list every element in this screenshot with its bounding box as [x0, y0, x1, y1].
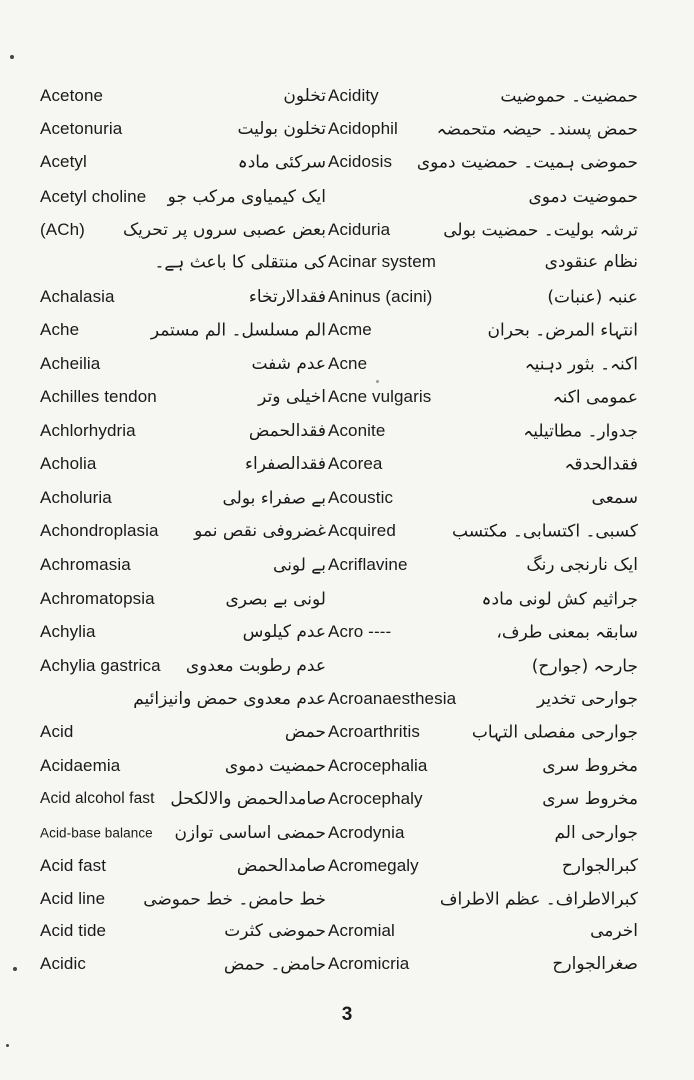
term-urdu: جارحہ (جوارح) — [531, 656, 638, 677]
term-english: Achylia gastrica — [40, 656, 161, 675]
term-urdu: ایک کیمیاوی مرکب جو — [167, 187, 326, 207]
term-english: Acroanaesthesia — [328, 689, 457, 708]
term-english: Acrocephaly — [328, 789, 423, 808]
term-urdu: صغرالجوارح — [552, 954, 638, 974]
term-english: Achylia — [40, 622, 96, 641]
term-english: Acid fast — [40, 856, 107, 875]
term-urdu: بے صفراء بولی — [222, 488, 326, 509]
dictionary-row — [0, 947, 694, 981]
page-number: 3 — [341, 1004, 353, 1025]
term-urdu: جراثیم کش لونی مادہ — [481, 589, 638, 610]
paper-speck — [10, 55, 14, 59]
dictionary-row — [0, 749, 694, 783]
term-english: Acholuria — [40, 488, 112, 507]
term-urdu: حموضی ہمیت۔ حمضیت دموی — [416, 152, 638, 173]
term-english: Aconite — [328, 421, 386, 440]
term-english: Acetyl — [40, 152, 87, 171]
dictionary-row — [0, 582, 694, 616]
term-urdu: بعض عصبی سروں پر تحریک — [122, 220, 326, 240]
paper-speck — [376, 380, 379, 383]
term-english: Acetone — [40, 86, 104, 105]
term-english: Achromasia — [40, 555, 131, 574]
term-english: Acro ---- — [328, 622, 392, 641]
dictionary-row — [0, 782, 694, 816]
term-english: Acrocephalia — [328, 756, 428, 775]
term-english: Aciduria — [328, 220, 391, 239]
dictionary-row — [0, 280, 694, 314]
paper-speck — [6, 1044, 9, 1047]
paper-speck — [13, 967, 17, 971]
term-urdu: مخروط سری — [542, 756, 638, 776]
term-english: Acquired — [328, 521, 396, 540]
term-urdu: حمض — [284, 722, 326, 742]
term-urdu: عدم شفت — [251, 354, 326, 374]
dictionary-row — [0, 849, 694, 883]
term-urdu: جدوار۔ مطاتیلیہ — [523, 421, 638, 442]
dictionary-row — [0, 914, 694, 948]
term-urdu: کبرالاطراف۔ عظم الاطراف — [439, 889, 638, 910]
term-urdu: کبرالجوارح — [561, 856, 638, 876]
term-urdu: عنبہ (عنبات) — [547, 287, 638, 308]
term-urdu: صامدالحمض — [236, 856, 326, 876]
dictionary-row — [0, 414, 694, 448]
dictionary-row — [0, 145, 694, 179]
term-english: Acheilia — [40, 354, 101, 373]
dictionary-row — [0, 481, 694, 515]
term-english: Ache — [40, 320, 80, 339]
term-english: Acroarthritis — [328, 722, 420, 741]
term-urdu: عدم معدوی حمض وانیزائیم — [133, 689, 326, 709]
term-urdu: فقدالصفراء — [245, 454, 326, 474]
dictionary-row — [0, 180, 694, 214]
term-english: Aninus (acini) — [328, 287, 433, 306]
term-urdu: انتہاء المرض۔ بحران — [487, 320, 638, 341]
term-urdu: تخلون — [283, 86, 326, 106]
term-urdu: کی منتقلی کا باعث ہے۔ — [154, 252, 326, 273]
term-urdu: سمعی — [591, 488, 638, 508]
term-english: Acid line — [40, 889, 106, 908]
dictionary-row — [0, 682, 694, 716]
dictionary-row — [0, 514, 694, 548]
term-english: Acid-base balance — [40, 825, 153, 841]
dictionary-row — [0, 79, 694, 113]
term-urdu: خط حامض۔ خط حموضی — [143, 889, 326, 910]
term-urdu: حامض۔ حمض — [223, 954, 326, 975]
dictionary-row — [0, 882, 694, 916]
term-english: Acme — [328, 320, 372, 339]
term-english: (ACh) — [40, 220, 85, 239]
term-english: Acholia — [40, 454, 97, 473]
term-urdu: حمضیت۔ حموضیت — [500, 86, 638, 107]
term-urdu: سرکئی مادہ — [237, 152, 326, 173]
term-english: Acetyl choline — [40, 187, 147, 206]
term-urdu: غضروفی نقص نمو — [194, 521, 326, 541]
term-urdu: جوارحی تخدیر — [536, 689, 638, 709]
term-english: Acromegaly — [328, 856, 419, 875]
term-urdu: مخروط سری — [542, 789, 638, 809]
term-english: Acne — [328, 354, 368, 373]
term-english: Acidic — [40, 954, 86, 973]
term-english: Acidaemia — [40, 756, 121, 775]
term-urdu: حموضی کثرت — [224, 921, 326, 941]
term-urdu: فقدالحدقہ — [564, 454, 638, 475]
dictionary-row — [0, 112, 694, 146]
dictionary-row — [0, 816, 694, 850]
term-english: Acid tide — [40, 921, 107, 940]
term-english: Acrodynia — [328, 823, 405, 842]
term-urdu: ترشہ بولیت۔ حمضیت بولی — [443, 220, 638, 241]
term-english: Acriflavine — [328, 555, 408, 574]
term-urdu: حمضی اساسی توازن — [174, 823, 326, 843]
term-urdu: سابقہ بمعنی طرف، — [496, 622, 638, 643]
term-urdu: حموضیت دموی — [528, 187, 638, 207]
term-urdu: بے لونی — [273, 555, 326, 576]
dictionary-row — [0, 347, 694, 381]
term-urdu: حمضیت دموی — [224, 756, 326, 776]
dictionary-row — [0, 548, 694, 582]
term-urdu: عمومی اکنہ — [552, 387, 638, 408]
term-urdu: فقدالحمض — [248, 421, 326, 441]
term-english: Acid — [40, 722, 74, 741]
term-urdu: تخلون بولیت — [237, 119, 326, 139]
term-english: Acidity — [328, 86, 379, 105]
dictionary-row — [0, 447, 694, 481]
term-english: Acidophil — [328, 119, 398, 138]
term-english: Acidosis — [328, 152, 393, 171]
term-english: Achromatopsia — [40, 589, 155, 608]
term-urdu: فقدالارتخاء — [248, 287, 326, 307]
term-urdu: جوارحی مفصلی التہاب — [471, 722, 638, 743]
dictionary-row — [0, 615, 694, 649]
term-english: Acoustic — [328, 488, 394, 507]
dictionary-row — [0, 715, 694, 749]
term-english: Acorea — [328, 454, 383, 473]
term-urdu: حمض پسند۔ حیضہ متحمضہ — [436, 119, 638, 140]
term-english: Acromial — [328, 921, 395, 940]
term-urdu: اکنہ۔ بثور دہنیہ — [524, 354, 638, 375]
term-english: Acne vulgaris — [328, 387, 432, 406]
term-urdu: نظام عنقودی — [544, 252, 638, 272]
term-urdu: لونی بے بصری — [225, 589, 326, 610]
term-urdu: صامدالحمض والالکحل — [170, 789, 326, 809]
term-urdu: اخرمی — [590, 921, 638, 941]
term-english: Achalasia — [40, 287, 115, 306]
term-english: Acetonuria — [40, 119, 123, 138]
term-english: Acromicria — [328, 954, 410, 973]
term-urdu: عدم رطوبت معدوی — [185, 656, 326, 676]
term-urdu: ایک نارنجی رنگ — [526, 555, 638, 575]
term-english: Achlorhydria — [40, 421, 136, 440]
dictionary-row — [0, 213, 694, 247]
dictionary-row — [0, 313, 694, 347]
term-english: Achondroplasia — [40, 521, 159, 540]
term-english: Acinar system — [328, 252, 437, 271]
dictionary-row — [0, 245, 694, 279]
term-urdu: الم مسلسل۔ الم مستمر — [150, 320, 326, 341]
term-urdu: کسبی۔ اکتسابی۔ مکتسب — [452, 521, 638, 542]
term-urdu: جوارحی الم — [554, 823, 638, 843]
term-english: Acid alcohol fast — [40, 790, 155, 807]
dictionary-row — [0, 649, 694, 683]
term-urdu: عدم کیلوس — [242, 622, 326, 642]
dictionary-row — [0, 380, 694, 414]
term-english: Achilles tendon — [40, 387, 157, 406]
term-urdu: اخیلی وتر — [258, 387, 326, 407]
